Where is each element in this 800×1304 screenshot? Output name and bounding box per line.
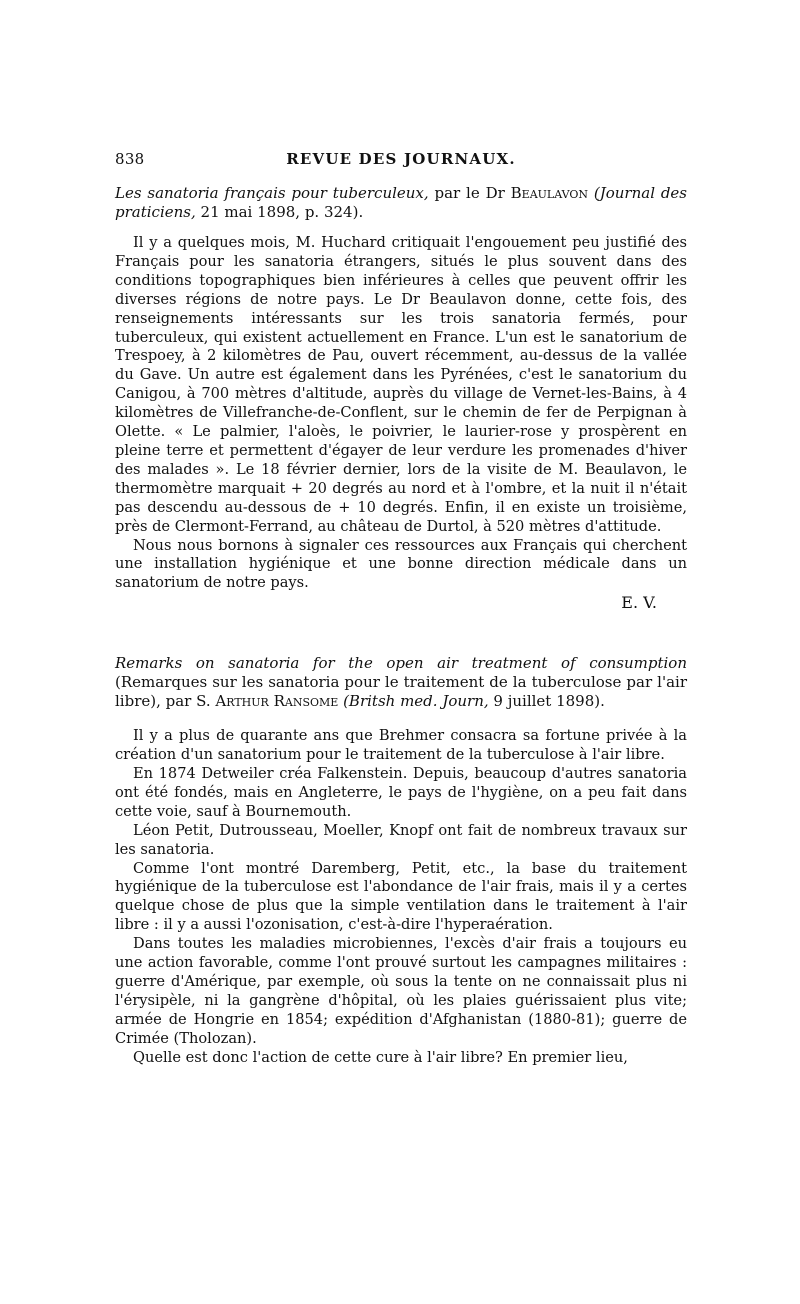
article-separator [115,612,687,654]
running-title: REVUE DES JOURNAUX. [286,150,516,168]
article1-title [115,184,687,222]
article2-paragraph-6: Quelle est donc l'action de cette cure à l'air libre? En premier lieu, [133,1048,628,1066]
article1-title-by: par le [434,184,480,202]
article1-date: 21 mai 1898, p. 324). [200,203,364,221]
article1-signature: E. V. [621,593,657,613]
article2-paragraph-5: Dans toutes les maladies microbiennes, l'excès d'air frais a toujours eu une action favorable, comme l'ont prouvé surtout les campagnes militaires : guerre d'Amérique, par exemple, où sous la tente on ne connaissait plus ni l'érysipèle, ni la gangrène d'hôpital, où les plaies guérissaient plus vite; armée de Hongrie en 1854; expédition d'Afghanistan (1880-81); guerre de Crimée (Tholozan). [115,935,687,1047]
article2-title [115,654,687,711]
article1-title-italic: Les sanatoria français pour tuberculeux, [115,184,429,202]
article2-source: (Britsh med. Journ, [343,692,489,711]
article2-title-translation: (Remarques sur les sanatoria pour le traitement de la tuberculose par l'air libre), par S. [115,673,687,711]
article1-signature-line [115,593,687,612]
article1-paragraph-2: Nous nous bornons à signaler ces ressources aux Français qui cherchent une installation hygiénique et une bonne direction médicale dans un sanatorium de notre pays. [115,536,687,592]
article2-date: 9 juillet 1898). [493,692,605,711]
article2-title-italic: Remarks on sanatoria for the open air treatment of consumption [115,654,687,673]
article1-source: (Journal des praticiens, [115,184,687,221]
article2-paragraph-3: Léon Petit, Dutrousseau, Moeller, Knopf ont fait de nombreux travaux sur les sanatoria. [115,821,687,858]
article1-author-prefix: Dr [485,184,505,202]
article2-paragraph-4: Comme l'ont montré Daremberg, Petit, etc., la base du traitement hygiénique de la tuberculose est l'abondance de l'air frais, mais il y a certes quelque chose de plus que la simple ventilation dans le traitement à l'air libre : il y a aussi l'ozonisation, c'est-à-dire l'hyperaération. [115,859,687,934]
article2-paragraph-2: En 1874 Detweiler créa Falkenstein. Depuis, beaucoup d'autres sanatoria ont été fondés, mais en Angleterre, le pays de l'hygiène, on a peu fait dans cette voie, sauf à Bournemouth. [115,765,687,820]
page-number: 838 [115,150,145,168]
page-header [115,150,687,176]
journal-page [115,150,687,1068]
article1-paragraph-1: Il y a quelques mois, M. Huchard critiquait l'engouement peu justifié des Français pour les sanatoria étrangers, situés le plus souvent dans des conditions topographiques bien inférieures à celles que peuvent offrir les diverses régions de notre pays. Le Dr Beaulavon donne, cette fois, des renseignements intéressants sur les trois sanatoria fermés, pour tuberculeux, qui existent actuellement en France. L'un est le sanatorium de Trespoey, à 2 kilomètres de Pau, ouvert récemment, au-dessus de la vallée du Gave. Un autre est également dans les Pyrénées, c'est le sanatorium du Canigou, à 700 mètres d'altitude, auprès du village de Vernet-les-Bains, à 4 kilomètres de Villefranche-de-Conflent, sur le chemin de fer de Perpignan à Olette. « Le palmier, l'aloès, le poivrier, le laurier-rose y prospèrent en pleine terre et permettent d'égayer de leur verdure les promenades d'hiver des malades ». Le 18 février dernier, lors de la visite de M. Beaulavon, le thermomètre marquait + 20 degrés au nord et à l'ombre, et la nuit il n'était pas descendu au-dessous de + 10 degrés. Enfin, il en existe un troisième, près de Clermont-Ferrand, au château de Durtol, à 520 mètres d'attitude. [115,234,687,535]
article2-author: Arthur Ransome [215,692,339,711]
article2-paragraph-1: Il y a plus de quarante ans que Brehmer consacra sa fortune privée à la création d'un sanatorium pour le traitement de la tuberculose à l'air libre. [115,727,687,764]
article1-author: Beaulavon [510,184,589,202]
